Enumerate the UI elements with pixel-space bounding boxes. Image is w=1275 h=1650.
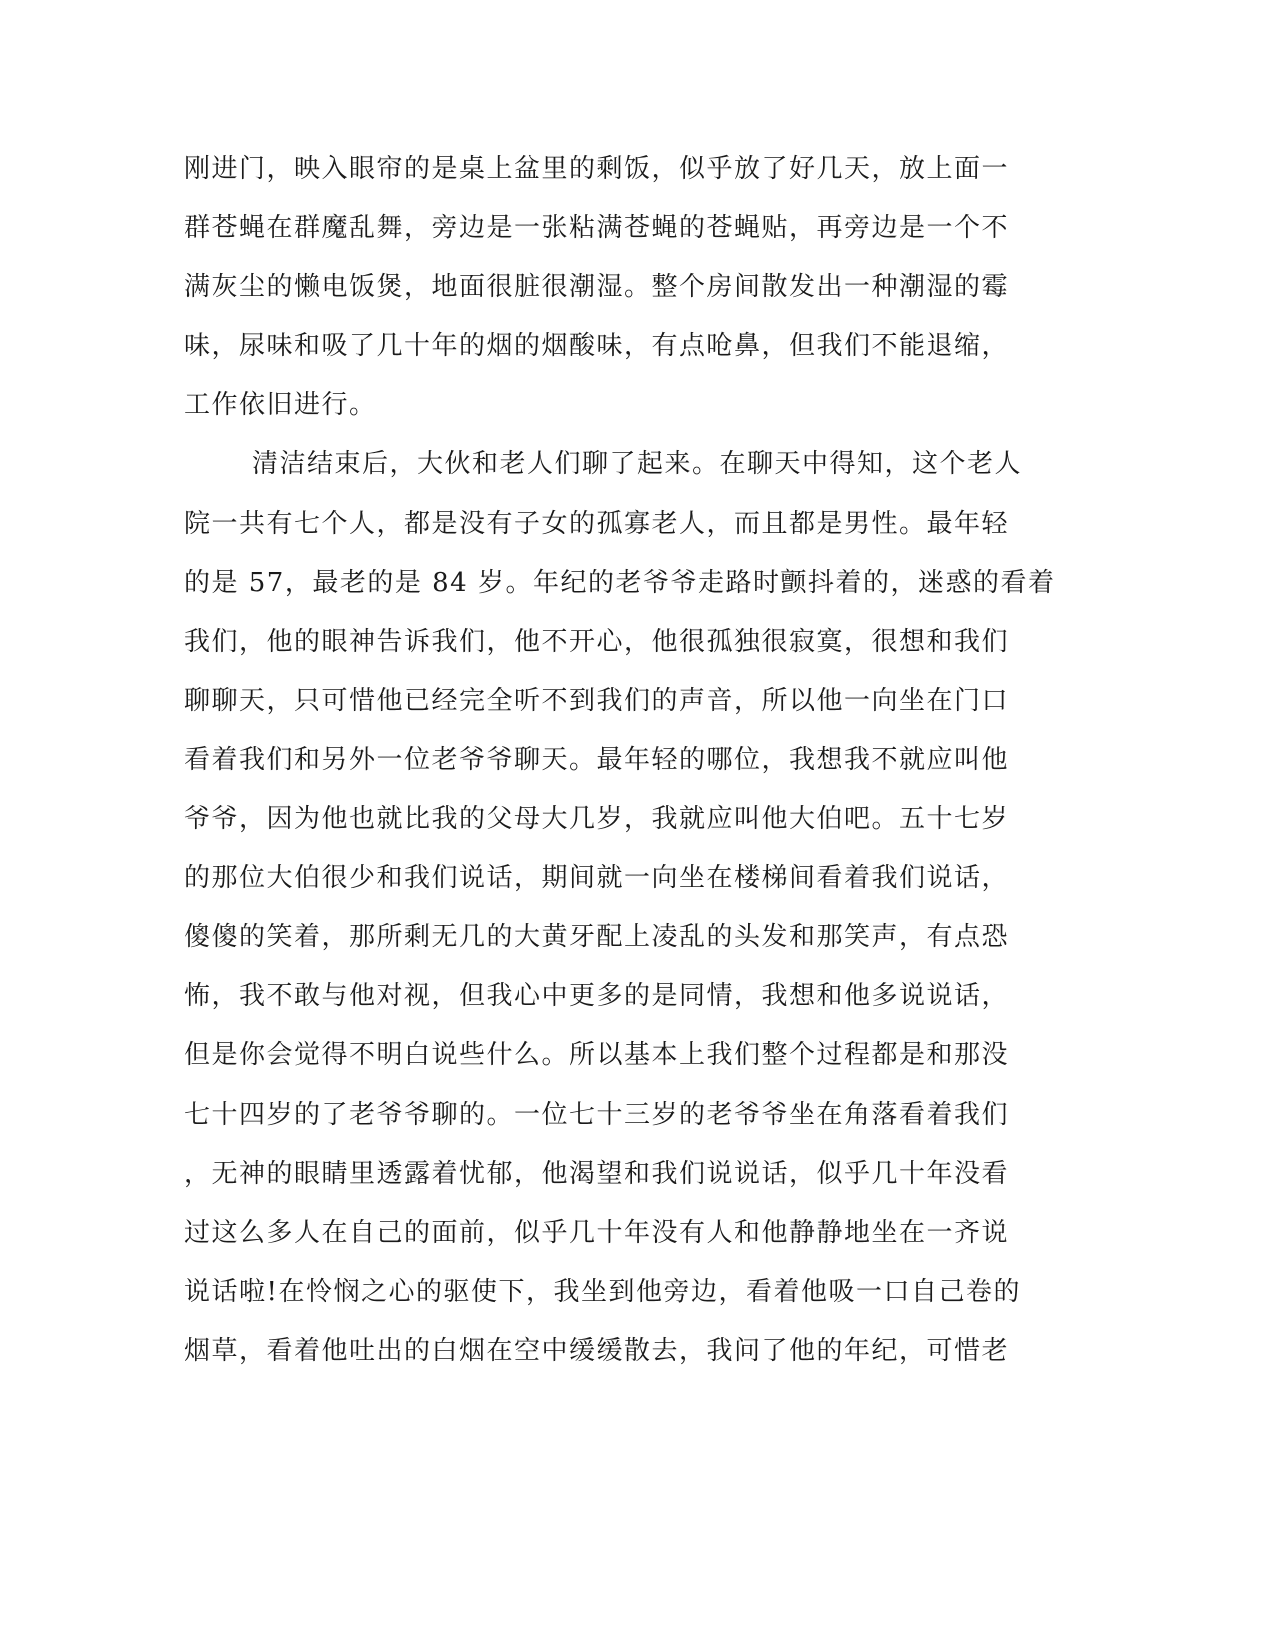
text-line: 工作依旧进行。: [184, 390, 377, 421]
text-line: 刚进门，映入眼帘的是桌上盆里的剩饭，似乎放了好几天，放上面一: [184, 154, 1010, 184]
text-line: 的是 57，最老的是 84 岁。年纪的老爷爷走路时颤抖着的，迷惑的看着: [184, 567, 1056, 598]
text-line: 过这么多人在自己的面前，似乎几十年没有人和他静静地坐在一齐说: [184, 1217, 1010, 1248]
body-text: [184, 140, 1056, 1381]
text-line: 但是你会觉得不明白说些什么。所以基本上我们整个过程都是和那没: [184, 1040, 1010, 1071]
paragraph-start-line: 清洁结束后，大伙和老人们聊了起来。在聊天中得知，这个老人: [252, 449, 1023, 480]
text-line: 的那位大伯很少和我们说话，期间就一向坐在楼梯间看着我们说话，: [184, 863, 1010, 894]
text-line: 味，尿味和吸了几十年的烟的烟酸味，有点呛鼻，但我们不能退缩，: [184, 331, 1010, 362]
text-line: 傻傻的笑着，那所剩无几的大黄牙配上凌乱的头发和那笑声，有点恐: [184, 922, 1010, 953]
text-line: 聊聊天，只可惜他已经完全听不到我们的声音，所以他一向坐在门口: [184, 685, 1010, 716]
text-line: 群苍蝇在群魔乱舞，旁边是一张粘满苍蝇的苍蝇贴，再旁边是一个不: [184, 213, 1010, 244]
text-line: 烟草，看着他吐出的白烟在空中缓缓散去，我问了他的年纪，可惜老: [184, 1335, 1010, 1366]
text-line: ，无神的眼睛里透露着忧郁，他渴望和我们说说话，似乎几十年没看: [184, 1158, 1010, 1189]
text-line: 怖，我不敢与他对视，但我心中更多的是同情，我想和他多说说话，: [184, 981, 1010, 1012]
text-line: 七十四岁的了老爷爷聊的。一位七十三岁的老爷爷坐在角落看着我们: [184, 1099, 1010, 1130]
text-line: 说话啦!在怜悯之心的驱使下，我坐到他旁边，看着他吸一口自己卷的: [184, 1276, 1021, 1307]
text-line: 院一共有七个人，都是没有子女的孤寡老人，而且都是男性。最年轻: [184, 508, 1010, 539]
text-line: 满灰尘的懒电饭煲，地面很脏很潮湿。整个房间散发出一种潮湿的霉: [184, 272, 1010, 303]
text-line: 爷爷，因为他也就比我的父母大几岁，我就应叫他大伯吧。五十七岁: [184, 804, 1010, 835]
text-line: 看着我们和另外一位老爷爷聊天。最年轻的哪位，我想我不就应叫他: [184, 744, 1010, 775]
text-line: 我们，他的眼神告诉我们，他不开心，他很孤独很寂寞，很想和我们: [184, 626, 1010, 657]
